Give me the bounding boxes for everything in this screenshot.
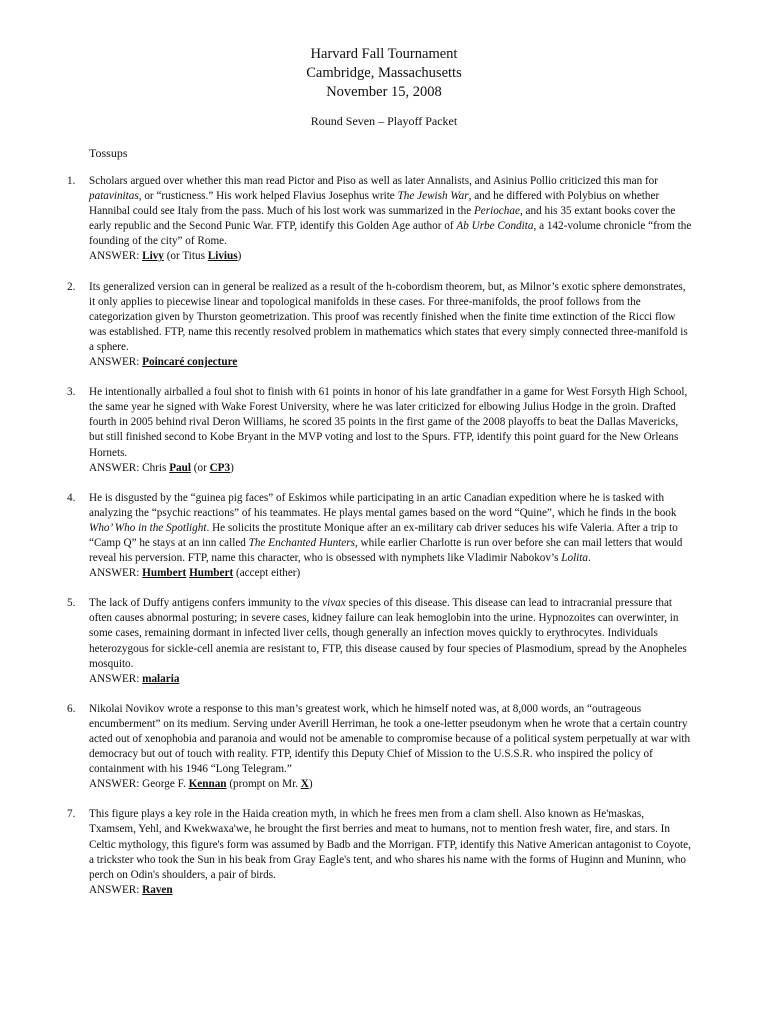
text-run: . (587, 552, 591, 565)
answer-line (89, 672, 692, 687)
text-run: Its generalized version can in general be realized as a result of the h-cobordism theorem, but, as Milnor’s exotic sphere demonstrates, it only applies to piecewise linear and topological manifolds in these cases. For three-manifolds, the proof follows from the categorization given by Thurston geometrization. This proof was recently finished when the finite time extinction of the Ricci flow was established. FTP, name this recently resolved problem in mathematics which states that every simply connected three-manifold is a sphere. (89, 280, 688, 353)
text-run: (or (190, 461, 210, 474)
question-item (67, 174, 692, 265)
question-item (67, 491, 692, 582)
answer-term: Raven (142, 883, 173, 896)
text-run: Scholars argued over whether this man read Pictor and Piso as well as later Annalists, and Asinius Pollio criticized this man for (89, 175, 658, 187)
document-header (0, 45, 768, 102)
text-run: This figure plays a key role in the Haida creation myth, in which he frees men from a clam shell. Also known as He'maskas, Txamsem, Yehl, and Kwekwaxa'we, he brought the first berries and meat to humans, not to mention fresh water, fire, and stars. In Celtic mythology, this figure's form was assumed by Badb and the Morrigan. FTP, identify this Native American antagonist to Coyote, a trickster who took the Sun in his beak from Gray Eagle's tent, and who shares his name with the forms of Huginn and Muninn, who perch on Odin's shoulders, a pair of birds. (89, 808, 691, 881)
text-run: ANSWER: (89, 567, 143, 580)
italic-text: patavinitas (89, 190, 139, 203)
text-run: , while earlier Charlotte is run over before she can mail letters that would reveal his perversion. FTP, name this character, who is obsessed with nymphets like Vladimir Nabokov’s (89, 536, 683, 565)
text-run: , and he differed with Polybius on whether Hannibal could see Italy from the pass. Much of his lost work was summarized in the (89, 190, 660, 218)
italic-text: vivax (322, 597, 346, 610)
italic-text: Lolita (561, 552, 588, 565)
question-text (89, 807, 692, 882)
text-run: , a 142-volume chronicle “from the founding of the city” of Rome. (89, 220, 692, 248)
question-text (89, 385, 692, 460)
question-number: 7. (67, 808, 76, 821)
question-list (67, 174, 692, 913)
question-text (89, 491, 692, 566)
question-item (67, 385, 692, 476)
answer-term: CP3 (209, 461, 231, 474)
text-run: . He solicits the prostitute Monique after an ex-military cab driver seduces his wife Valeria. After a trip to “Camp Q” he stays at an inn called (89, 521, 678, 549)
question-number: 4. (67, 491, 76, 504)
tournament-date: November 15, 2008 (326, 84, 442, 100)
text-run: , and his 35 extant books cover the early republic and the Second Punic War. FTP, identify this Golden Age author of (89, 205, 676, 233)
text-run: He intentionally airballed a foul shot to finish with 61 points in honor of his late grandfather in a game for West Forsyth High School, the same year he signed with Wake Forest University, where he was later criticized for elbowing Julius Hodge in the groin. Drafted fourth in 2005 behind rival Deron Williams, he scored 35 points in the first game of the 2008 playoffs to beat the Dallas Mavericks, but still finished second to Kobe Bryant in the MVP voting and lost to the Spurs. FTP, identify this point guard for the New Orleans Hornets. (89, 386, 688, 459)
text-run: , or “rusticness.” His work helped Flavius Josephus write (138, 190, 398, 203)
question-text (89, 596, 692, 671)
answer-line (89, 777, 692, 792)
answer-line (89, 461, 692, 476)
text-run: He is disgusted by the “guinea pig faces” of Eskimos while participating in an artic Canadian expedition where he is tasked with analyzing the “psychic reactions” of his teammates. He plays mental games based on the word “Quine”, which he finds in the book (89, 491, 677, 519)
question-item (67, 807, 692, 898)
answer-line (89, 249, 692, 264)
question-number: 6. (67, 702, 76, 715)
italic-text: Periochae (473, 205, 520, 218)
answer-term: Paul (169, 461, 191, 474)
answer-term: Humbert (189, 567, 234, 580)
text-run: Nikolai Novikov wrote a response to this man’s greatest work, which he himself noted was, at 8,000 words, an “outrageous encumberment” on its medium. Serving under Averill Herriman, he took a one-letter pseudonym when he wrote that a certain country acted out of xenophobia and paranoia and would not be amenable to compromise because of a political system perpetually at war with democracy but out of touch with reality. FTP, identify this Deputy Chief of Mission to the U.S.S.R. who inspired the policy of containment with his 1946 “Long Telegram.” (89, 702, 691, 776)
text-run: (accept either) (233, 567, 301, 580)
answer-line (89, 566, 692, 581)
answer-term: malaria (142, 672, 180, 685)
text-run: ANSWER: (89, 250, 143, 263)
text-run: ANSWER: (89, 883, 143, 896)
italic-text: Ab Urbe Condita (456, 220, 534, 233)
question-item (67, 596, 692, 687)
text-run: ) (308, 778, 313, 791)
question-text (89, 280, 692, 355)
italic-text: The Jewish War (397, 190, 469, 203)
answer-term: Humbert (142, 567, 187, 580)
answer-line (89, 355, 692, 370)
text-run: (or Titus (163, 250, 208, 263)
answer-term: Kennan (188, 778, 227, 791)
round-title: Round Seven – Playoff Packet (310, 114, 458, 128)
answer-term: Poincaré conjecture (142, 356, 238, 369)
text-run: ) (237, 250, 242, 263)
tournament-location: Cambridge, Massachusetts (306, 65, 462, 81)
text-run: species of this disease. This disease can lead to intracranial pressure that often causes abnormal posturing; in severe cases, kidney failure can leak hemoglobin into the urine. Hypnozoites can overwinter, in some cases, remaining dormant in infected liver cells, though generally an infection moves quickly to erythrocytes. Individuals heterozygous for sickle-cell anemia are resistant to, FTP, this disease caused by four species of Plasmodium, spread by the Anopheles mosquito. (89, 597, 687, 670)
text-run: ANSWER: Chris (89, 461, 170, 474)
question-item (67, 280, 692, 371)
answer-term: Livius (207, 250, 238, 263)
italic-text: Who’ Who in the Spotlight (89, 521, 207, 534)
question-number: 2. (67, 280, 76, 293)
section-heading: Tossups (89, 146, 128, 160)
question-number: 5. (67, 597, 76, 610)
question-number: 3. (67, 386, 76, 399)
question-item (67, 702, 692, 793)
text-run: (prompt on Mr. (226, 778, 301, 791)
question-text (89, 702, 692, 777)
answer-term: Livy (142, 250, 164, 263)
tournament-title: Harvard Fall Tournament (310, 46, 458, 62)
italic-text: The Enchanted Hunters (248, 536, 355, 549)
question-text (89, 174, 692, 249)
text-run: ) (230, 461, 234, 474)
answer-line (89, 883, 692, 898)
text-run: The lack of Duffy antigens confers immunity to the (89, 597, 323, 610)
text-run: ANSWER: (89, 672, 143, 685)
question-number: 1. (67, 175, 76, 187)
text-run: ANSWER: George F. (89, 778, 189, 791)
answer-term: X (300, 778, 309, 791)
text-run: ANSWER: (89, 356, 143, 369)
